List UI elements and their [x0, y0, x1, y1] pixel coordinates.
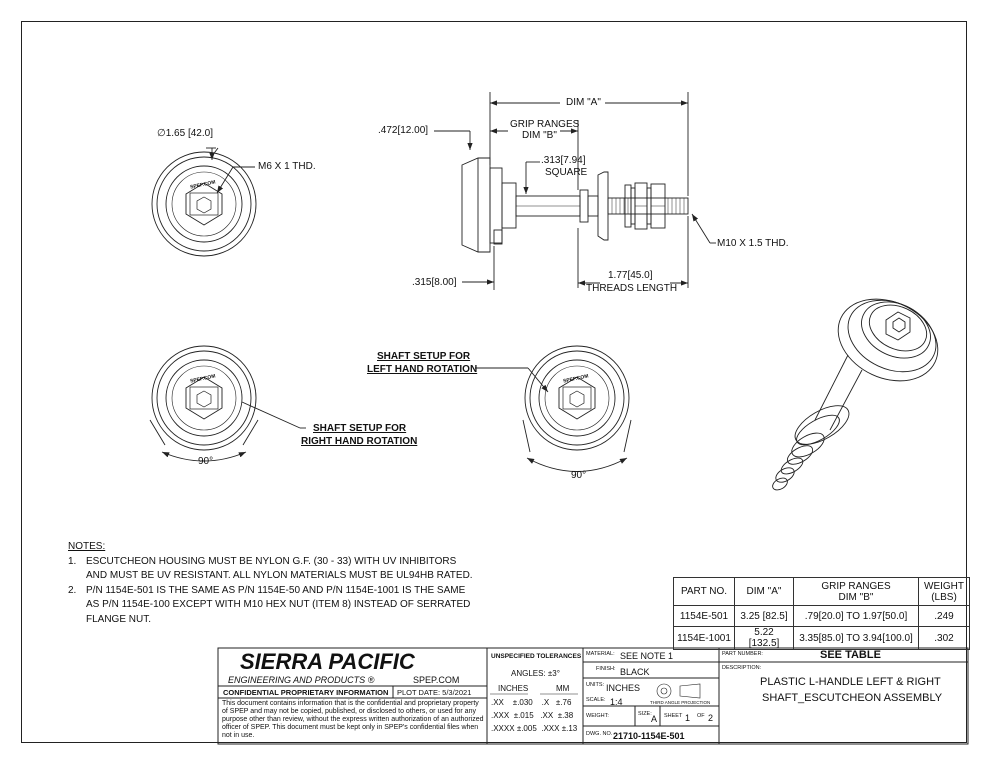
material-label: MATERIAL:: [586, 651, 615, 657]
mm-label: MM: [556, 684, 570, 693]
thread-m6-label: M6 X 1 THD.: [258, 161, 316, 172]
of-label: OF: [697, 713, 705, 719]
confidential-text: This document contains information that is the confidential and proprietary property of SPEP and may not be copied, published, or disclosed to others, or used for any purpose other than review, without the express written authorization of an authorized officer of SPEP. This document must be kept only in SPEP's confidential files when not in use.: [222, 700, 484, 739]
part-number-label: PART NUMBER:: [722, 651, 763, 657]
sheet-label: SHEET: [664, 713, 683, 719]
angles-tolerance: ANGLES: ±3°: [511, 669, 560, 678]
angle-90-rh: 90°: [198, 456, 214, 467]
left-hand-label-2: LEFT HAND ROTATION: [367, 364, 478, 375]
isometric-view: [771, 284, 952, 493]
tol-row-2: .XXX ±.015 .XX ±.38: [491, 711, 574, 720]
note-2: 2. P/N 1154E-501 IS THE SAME AS P/N 1154E-50 AND P/N 1154E-1001 IS THE SAME AS P/N 1154E-100 EXCEPT WITH M10 HEX NUT (ITEM 8) INSTEAD OF SERRATED FLANGE NUT.: [68, 584, 471, 625]
plot-date: PLOT DATE: 5/3/2021: [397, 688, 472, 697]
front-view: [152, 148, 256, 256]
sheet-total: 2: [708, 713, 714, 723]
hub-text-front: SPEP.COM: [189, 179, 217, 191]
diameter-label: ∅1.65 [42.0]: [157, 128, 213, 139]
notes-section: [68, 540, 473, 627]
dim-b-label: DIM "B": [522, 130, 557, 141]
hub-text-lh: SPEP.COM: [562, 373, 590, 385]
dim-177-label: 1.77[45.0]: [608, 270, 653, 281]
description-line-1: PLASTIC L-HANDLE LEFT & RIGHT: [760, 676, 941, 688]
note-1: 1. ESCUTCHEON HOUSING MUST BE NYLON G.F. (30 - 33) WITH UV INHIBITORS AND MUST BE UV RESISTANT. ALL NYLON MATERIALS MUST BE UL94HB RATED.: [68, 555, 473, 581]
table-row: 1154E-501 3.25 [82.5] .79[20.0] TO 1.97[50.0] .249: [674, 606, 970, 627]
dwg-number: 21710-1154E-501: [613, 731, 685, 741]
dim-472-label: .472[12.00]: [378, 125, 429, 136]
scale-label: SCALE:: [586, 697, 606, 703]
grip-ranges-label: GRIP RANGES: [510, 119, 580, 130]
angle-90-lh: 90°: [571, 470, 587, 481]
threads-length-label: THREADS LENGTH: [586, 283, 678, 294]
left-hand-label-1: SHAFT SETUP FOR: [377, 351, 471, 362]
hub-text-rh: SPEP.COM: [189, 373, 217, 385]
right-hand-label-2: RIGHT HAND ROTATION: [301, 436, 418, 447]
dim-a-label: DIM "A": [566, 97, 601, 108]
tol-row-3: .XXXX ±.005 .XXX ±.13: [491, 724, 578, 733]
thread-m10-label: M10 X 1.5 THD.: [717, 238, 789, 249]
website: SPEP.COM: [413, 675, 460, 685]
dim-315-label: .315[8.00]: [412, 277, 457, 288]
tol-row-1: .XX ±.030 .X ±.76: [491, 698, 572, 707]
part-number-value: SEE TABLE: [820, 649, 881, 661]
size-value: A: [651, 714, 658, 724]
square-label: SQUARE: [545, 167, 588, 178]
scale-value: 1:4: [610, 697, 623, 707]
description-line-2: SHAFT_ESCUTCHEON ASSEMBLY: [762, 692, 943, 704]
company-name: SIERRA PACIFIC: [240, 649, 415, 674]
inches-label: INCHES: [498, 684, 529, 693]
dim-313-label: .313[7.94]: [541, 155, 586, 166]
parts-table-header: PART NO. DIM "A" GRIP RANGES DIM "B" WEIGHT (LBS): [674, 578, 970, 606]
size-label: SIZE:: [638, 711, 652, 717]
notes-heading: NOTES:: [68, 541, 106, 552]
parts-table: [673, 577, 970, 650]
finish-label: FINISH:: [596, 666, 616, 672]
finish-value: BLACK: [620, 667, 650, 677]
projection-label: THIRD ANGLE PROJECTION: [650, 700, 711, 705]
units-label: UNITS:: [586, 682, 605, 688]
confidential-heading: CONFIDENTIAL PROPRIETARY INFORMATION: [223, 688, 389, 697]
weight-label: WEIGHT:: [586, 713, 609, 719]
dwg-label: DWG. NO.: [586, 731, 613, 737]
sheet-value: 1: [685, 713, 691, 723]
description-label: DESCRIPTION:: [722, 665, 762, 671]
rotation-view-left-hand: [475, 346, 631, 472]
table-row: 1154E-1001 5.22 [132.5] 3.35[85.0] TO 3.94[100.0] .302: [674, 627, 970, 650]
material-value: SEE NOTE 1: [620, 651, 674, 661]
tolerances-heading: UNSPECIFIED TOLERANCES: [491, 653, 582, 660]
company-sub: ENGINEERING AND PRODUCTS ®: [228, 675, 375, 685]
rotation-view-right-hand: [150, 346, 306, 461]
units-value: INCHES: [606, 683, 641, 693]
right-hand-label-1: SHAFT SETUP FOR: [313, 423, 407, 434]
